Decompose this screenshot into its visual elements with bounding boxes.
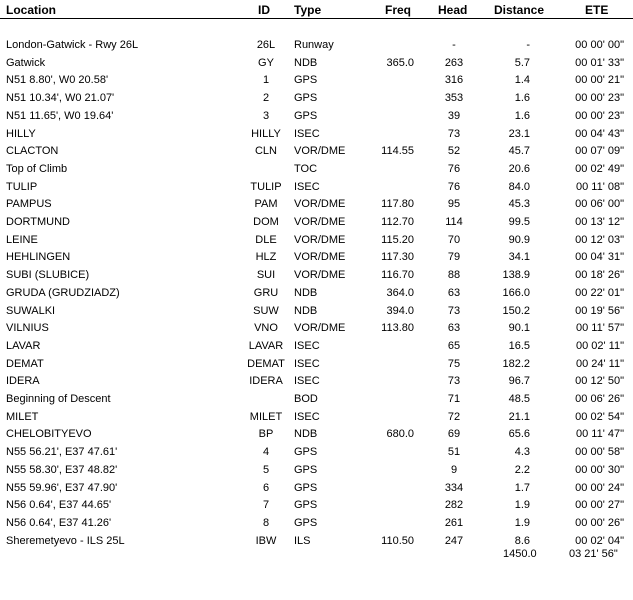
cell-type: ISEC — [294, 339, 320, 352]
cell-location: HEHLINGEN — [6, 251, 71, 264]
cell-head: 75 — [447, 357, 461, 370]
cell-ete: 00 00' 00" — [575, 39, 624, 51]
cell-ete: 00 04' 43" — [575, 127, 624, 140]
table-header — [0, 0, 633, 18]
cell-head: 63 — [447, 322, 461, 335]
table-row[interactable] — [0, 179, 633, 196]
table-row[interactable] — [0, 72, 633, 89]
cell-distance: 84.0 — [508, 180, 530, 193]
cell-distance: 5.7 — [514, 56, 530, 69]
cell-head: 71 — [447, 393, 461, 405]
table-row[interactable] — [0, 143, 633, 160]
cell-id: TULIP — [250, 180, 282, 193]
cell-head: 70 — [447, 233, 461, 246]
cell-location: N56 0.64', E37 44.65' — [6, 499, 112, 512]
cell-freq: 117.30 — [381, 251, 414, 264]
cell-distance: 182.2 — [502, 357, 530, 370]
table-row[interactable] — [0, 391, 633, 408]
cell-ete: 00 06' 00" — [575, 198, 624, 211]
column-header-type[interactable]: Type — [294, 3, 322, 17]
cell-ete: 00 18' 26" — [575, 269, 624, 282]
cell-id: HILLY — [251, 127, 281, 140]
cell-head: 114 — [445, 216, 463, 228]
cell-id: GY — [258, 56, 274, 69]
cell-distance: 1.6 — [514, 92, 530, 105]
table-row[interactable] — [0, 285, 633, 302]
cell-head: 261 — [444, 516, 464, 529]
cell-distance: 4.3 — [514, 446, 530, 459]
cell-type: Runway — [294, 39, 334, 51]
cell-location: N55 58.30', E37 48.82' — [6, 463, 118, 476]
cell-location: N51 11.65', W0 19.64' — [6, 109, 114, 122]
cell-location: LEINE — [6, 233, 38, 246]
cell-location: Sheremetyevo - ILS 25L — [6, 534, 125, 547]
cell-distance: 23.1 — [508, 127, 530, 140]
cell-location: GRUDA (GRUDZIADZ) — [6, 286, 120, 299]
cell-freq: 114.55 — [381, 145, 414, 158]
cell-location: PAMPUS — [6, 198, 52, 211]
cell-ete: 00 00' 24" — [575, 481, 624, 494]
cell-ete: 00 02' 04" — [575, 534, 624, 547]
column-header-distance[interactable]: Distance — [494, 3, 545, 17]
cell-type: BOD — [294, 393, 318, 405]
column-header-ete[interactable]: ETE — [585, 3, 609, 17]
table-row[interactable] — [0, 214, 633, 231]
table-row[interactable] — [0, 90, 633, 107]
cell-location: CLACTON — [6, 145, 59, 158]
cell-id: 26L — [256, 39, 276, 51]
column-header-head[interactable]: Head — [438, 3, 468, 17]
cell-location: Gatwick — [6, 56, 46, 69]
cell-distance: 16.5 — [508, 339, 530, 352]
cell-ete: 00 00' 23" — [575, 109, 624, 122]
cell-distance: 99.5 — [508, 216, 530, 228]
table-row[interactable] — [0, 249, 633, 266]
cell-type: GPS — [294, 499, 318, 512]
cell-distance: 1.9 — [514, 499, 530, 512]
cell-freq: 115.20 — [381, 233, 414, 246]
cell-id: BP — [258, 428, 274, 441]
cell-location: Top of Climb — [6, 162, 68, 175]
cell-type: VOR/DME — [294, 216, 346, 228]
table-row[interactable] — [0, 196, 633, 213]
cell-type: VOR/DME — [294, 233, 346, 246]
column-header-freq[interactable]: Freq — [385, 3, 412, 17]
cell-freq: 365.0 — [386, 56, 414, 69]
cell-location: N55 59.96', E37 47.90' — [6, 481, 118, 494]
cell-id: MILET — [249, 410, 283, 423]
cell-ete: 00 00' 30" — [575, 463, 624, 476]
cell-ete: 00 02' 49" — [575, 162, 624, 175]
cell-distance: 45.7 — [508, 145, 530, 158]
cell-head: 334 — [444, 481, 464, 494]
table-row[interactable] — [0, 480, 633, 497]
cell-type: GPS — [294, 74, 318, 87]
cell-type: NDB — [294, 428, 318, 441]
cell-distance: 166.0 — [502, 286, 530, 299]
cell-ete: 00 22' 01" — [575, 286, 624, 299]
table-row[interactable] — [0, 373, 633, 390]
cell-ete: 00 24' 11" — [575, 357, 624, 370]
cell-distance: 90.9 — [508, 233, 530, 246]
cell-head: 39 — [447, 109, 461, 122]
table-row[interactable] — [0, 37, 633, 54]
cell-type: GPS — [294, 92, 318, 105]
table-row[interactable] — [0, 356, 633, 373]
cell-type: VOR/DME — [294, 322, 346, 335]
cell-head: 316 — [444, 74, 464, 87]
cell-head: 73 — [447, 304, 461, 317]
cell-id: VNO — [254, 322, 278, 335]
cell-distance: 150.2 — [502, 304, 530, 317]
cell-ete: 00 11' 08" — [575, 180, 624, 193]
cell-id: GRU — [253, 286, 279, 299]
cell-head: 73 — [447, 127, 461, 140]
cell-ete: 00 00' 27" — [575, 499, 624, 512]
cell-freq: 680.0 — [386, 428, 414, 441]
cell-location: TULIP — [6, 180, 38, 193]
cell-type: GPS — [294, 109, 318, 122]
cell-type: VOR/DME — [294, 198, 346, 211]
cell-location: LAVAR — [6, 339, 41, 352]
cell-distance: 65.6 — [508, 428, 530, 441]
cell-id: IBW — [255, 534, 277, 547]
cell-head: 88 — [447, 269, 461, 282]
cell-head: 73 — [447, 375, 461, 388]
cell-distance: 2.2 — [514, 463, 530, 476]
cell-location: HILLY — [6, 127, 36, 140]
cell-id: HLZ — [255, 251, 277, 264]
cell-head: 282 — [444, 499, 464, 512]
table-row[interactable] — [0, 338, 633, 355]
cell-location: CHELOBITYEVO — [6, 428, 92, 441]
cell-location: VILNIUS — [6, 322, 49, 335]
cell-ete: 00 00' 58" — [575, 446, 624, 459]
table-row[interactable] — [0, 320, 633, 337]
cell-id: 2 — [262, 92, 270, 105]
cell-type: VOR/DME — [294, 251, 346, 264]
table-row[interactable] — [0, 232, 633, 249]
cell-type: VOR/DME — [294, 145, 346, 158]
cell-type: ISEC — [294, 180, 320, 193]
cell-location: IDERA — [6, 375, 40, 388]
cell-id: DLE — [255, 233, 277, 246]
table-row[interactable] — [0, 108, 633, 125]
cell-distance: 45.3 — [508, 198, 530, 211]
cell-head: 9 — [450, 463, 458, 476]
cell-distance: 138.9 — [502, 269, 530, 282]
cell-type: NDB — [294, 304, 318, 317]
cell-id: 7 — [262, 499, 270, 512]
cell-location: N51 10.34', W0 21.07' — [6, 92, 115, 105]
cell-id: 4 — [262, 446, 270, 459]
cell-head: 72 — [447, 410, 461, 423]
cell-distance: 8.6 — [514, 534, 530, 547]
table-row[interactable] — [0, 55, 633, 72]
cell-ete: 00 02' 11" — [575, 339, 624, 352]
cell-head: 76 — [447, 162, 461, 175]
cell-id: 5 — [262, 463, 270, 476]
cell-location: London-Gatwick - Rwy 26L — [6, 39, 139, 51]
cell-location: DEMAT — [6, 357, 44, 370]
cell-type: VOR/DME — [294, 269, 346, 282]
cell-id: DEMAT — [247, 357, 285, 370]
cell-location: DORTMUND — [6, 216, 70, 228]
table-row[interactable] — [0, 126, 633, 143]
column-header-id[interactable]: ID — [258, 3, 270, 17]
cell-ete: 00 01' 33" — [575, 56, 624, 69]
cell-type: ILS — [294, 534, 311, 547]
cell-freq: 112.70 — [381, 216, 414, 228]
cell-freq: 394.0 — [386, 304, 414, 317]
table-row[interactable] — [0, 409, 633, 426]
cell-ete: 00 12' 50" — [575, 375, 624, 388]
cell-type: TOC — [294, 162, 318, 175]
table-row[interactable] — [0, 161, 633, 178]
cell-location: N56 0.64', E37 41.26' — [6, 516, 112, 529]
cell-head: 51 — [447, 446, 461, 459]
cell-distance: 48.5 — [508, 393, 530, 405]
table-row[interactable] — [0, 267, 633, 284]
cell-head: 76 — [447, 180, 461, 193]
cell-distance: 1.7 — [514, 481, 530, 494]
cell-id: 3 — [262, 109, 270, 122]
cell-distance: 20.6 — [508, 162, 530, 175]
cell-id: PAM — [254, 198, 278, 211]
cell-location: MILET — [6, 410, 39, 423]
cell-distance: 90.1 — [508, 322, 530, 335]
cell-ete: 00 06' 26" — [575, 393, 624, 405]
cell-type: ISEC — [294, 375, 320, 388]
header-divider — [0, 18, 633, 19]
cell-id: IDERA — [249, 375, 283, 388]
cell-ete: 00 00' 23" — [575, 92, 624, 105]
cell-id: DOM — [253, 216, 279, 228]
cell-location: SUBI (SLUBICE) — [6, 269, 90, 282]
table-row[interactable] — [0, 515, 633, 532]
cell-type: ISEC — [294, 357, 320, 370]
cell-type: NDB — [294, 56, 318, 69]
cell-distance: 1.6 — [514, 109, 530, 122]
cell-ete: 00 19' 56" — [575, 304, 624, 317]
cell-ete: 00 04' 31" — [575, 251, 624, 264]
cell-type: GPS — [294, 446, 318, 459]
cell-head: 63 — [447, 286, 461, 299]
cell-id: LAVAR — [248, 339, 284, 352]
cell-head: 247 — [444, 534, 464, 547]
cell-id: 1 — [262, 74, 270, 87]
cell-type: NDB — [294, 286, 318, 299]
cell-id: 8 — [262, 516, 270, 529]
cell-distance: 1.9 — [514, 516, 530, 529]
cell-freq: 110.50 — [381, 534, 414, 547]
cell-id: CLN — [254, 145, 277, 158]
cell-distance: 34.1 — [508, 251, 530, 264]
cell-distance: 1.4 — [514, 74, 530, 87]
column-header-location[interactable]: Location — [6, 3, 56, 17]
cell-location: N55 56.21', E37 47.61' — [6, 446, 118, 459]
cell-location: N51 8.80', W0 20.58' — [6, 74, 109, 87]
cell-freq: 364.0 — [386, 286, 414, 299]
cell-ete: 00 02' 54" — [575, 410, 624, 423]
cell-type: ISEC — [294, 127, 320, 140]
cell-head: 65 — [447, 339, 461, 352]
cell-head: 95 — [447, 198, 461, 211]
table-row[interactable] — [0, 533, 633, 550]
cell-location: Beginning of Descent — [6, 393, 111, 405]
table-row[interactable] — [0, 462, 633, 479]
cell-type: GPS — [294, 481, 318, 494]
cell-head: 69 — [447, 428, 461, 441]
cell-head: - — [452, 39, 456, 51]
cell-distance: 21.1 — [508, 410, 530, 423]
cell-head: 52 — [447, 145, 461, 158]
cell-type: GPS — [294, 463, 318, 476]
table-row[interactable] — [0, 497, 633, 514]
cell-head: 353 — [444, 92, 464, 105]
cell-head: 79 — [447, 251, 461, 264]
cell-freq: 113.80 — [381, 322, 414, 335]
cell-id: 6 — [262, 481, 270, 494]
cell-freq: 116.70 — [381, 269, 414, 282]
cell-type: ISEC — [294, 410, 320, 423]
total-distance: 1450.0 — [503, 548, 537, 560]
cell-id: SUW — [253, 304, 279, 317]
table-row[interactable] — [0, 426, 633, 443]
cell-ete: 00 07' 09" — [575, 145, 624, 158]
cell-ete: 00 00' 21" — [575, 74, 624, 87]
table-row[interactable] — [0, 303, 633, 320]
total-ete: 03 21' 56" — [569, 548, 618, 560]
cell-ete: 00 12' 03" — [575, 233, 624, 246]
cell-location: SUWALKI — [6, 304, 56, 317]
cell-head: 263 — [444, 56, 464, 69]
cell-type: GPS — [294, 516, 318, 529]
cell-ete: 00 13' 12" — [575, 216, 624, 228]
cell-distance: 96.7 — [508, 375, 530, 388]
cell-ete: 00 00' 26" — [575, 516, 624, 529]
cell-ete: 00 11' 57" — [575, 322, 624, 335]
table-row[interactable] — [0, 444, 633, 461]
cell-distance: - — [526, 39, 530, 51]
cell-ete: 00 11' 47" — [575, 428, 624, 441]
cell-id: SUI — [256, 269, 276, 282]
cell-freq: 117.80 — [381, 198, 414, 211]
